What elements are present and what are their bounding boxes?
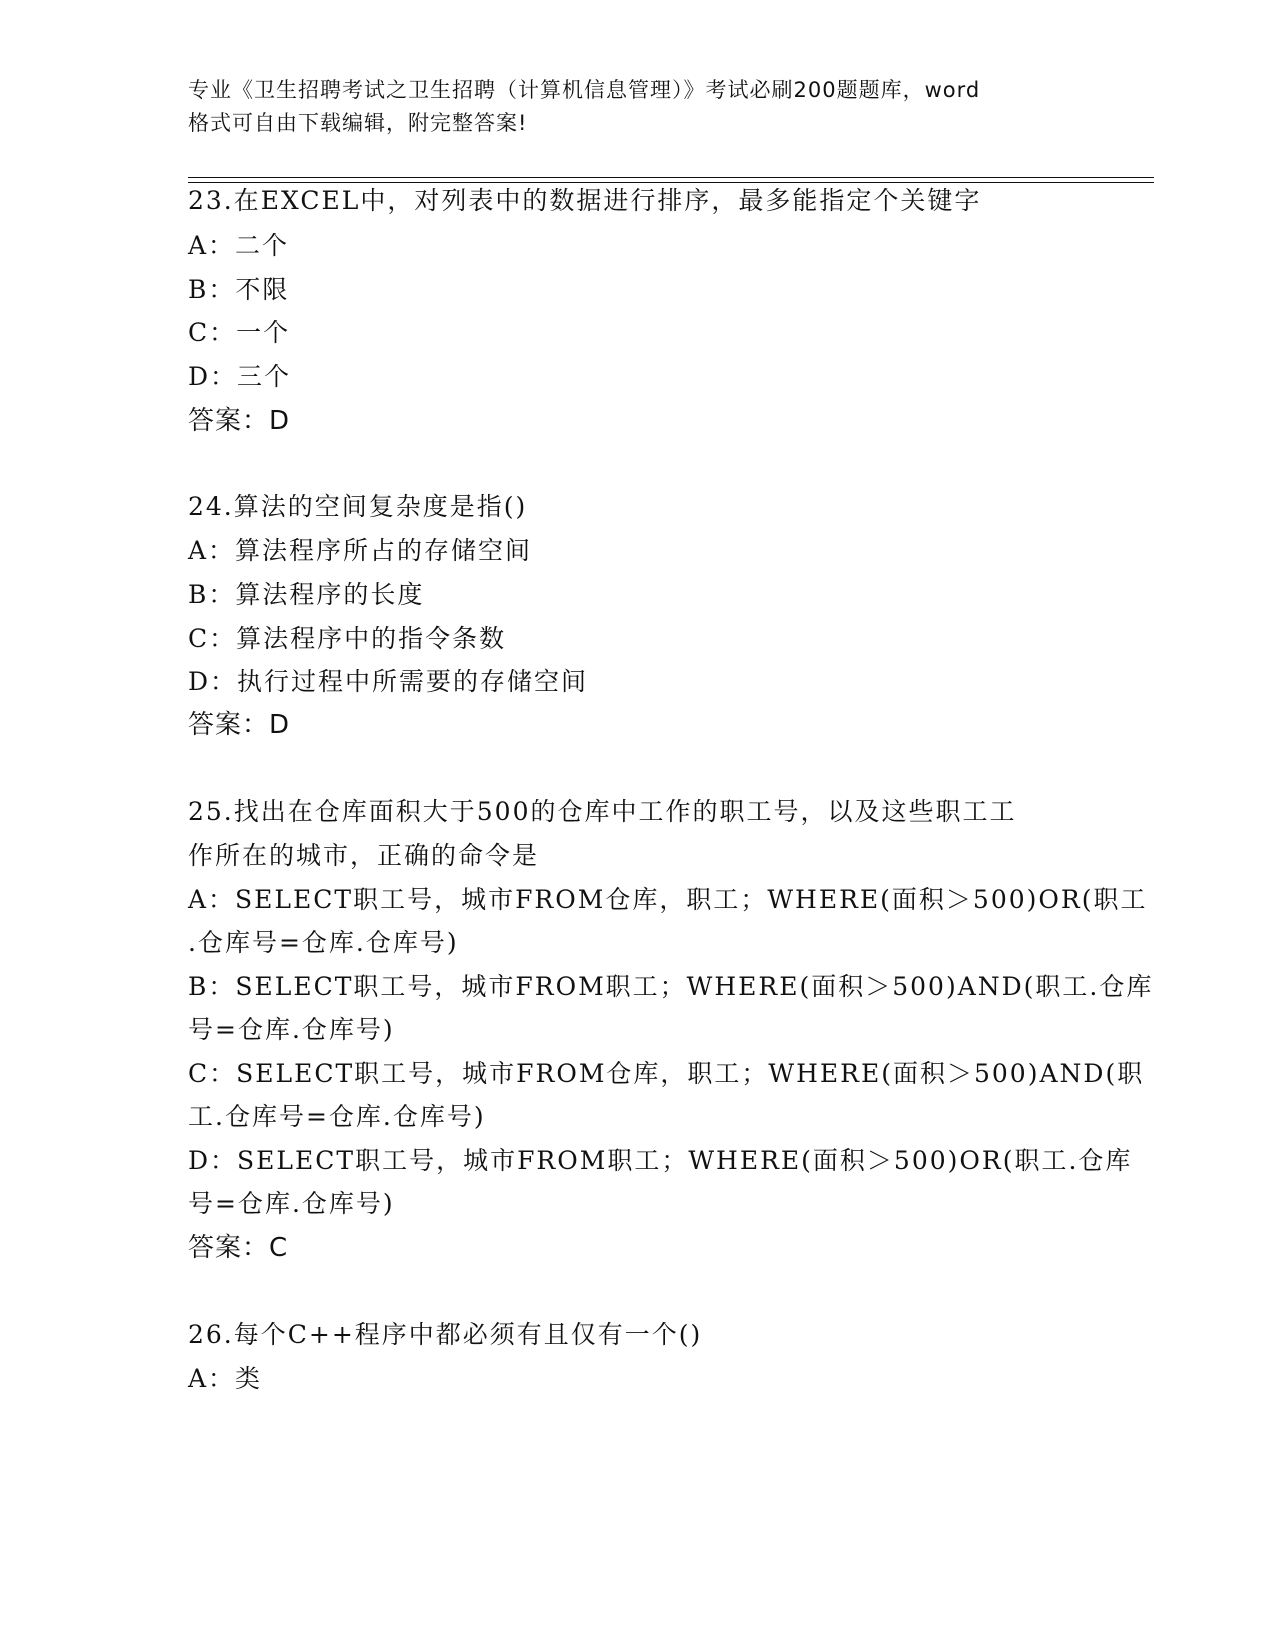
question-24-option-c: C：算法程序中的指令条数 bbox=[188, 624, 507, 653]
document-header bbox=[188, 74, 1088, 140]
question-25-option-b-line-1: B：SELECT职工号，城市FROM职工；WHERE(面积＞500)AND(职工.仓库 bbox=[188, 972, 1154, 1001]
question-25-option-c-line-2: 工.仓库号=仓库.仓库号) bbox=[188, 1102, 486, 1131]
question-25-stem-line-2: 作所在的城市，正确的命令是 bbox=[188, 841, 540, 870]
question-26-stem: 26.每个C++程序中都必须有且仅有一个() bbox=[188, 1320, 703, 1349]
question-24-option-d: D：执行过程中所需要的存储空间 bbox=[188, 667, 589, 696]
question-25-stem-line-1: 25.找出在仓库面积大于500的仓库中工作的职工号，以及这些职工工 bbox=[188, 797, 1017, 826]
header-divider-top bbox=[188, 177, 1154, 178]
question-23-option-d: D：三个 bbox=[188, 362, 292, 391]
question-26-option-a: A：类 bbox=[188, 1364, 263, 1393]
question-23-option-a: A：二个 bbox=[188, 231, 290, 260]
question-24-stem: 24.算法的空间复杂度是指() bbox=[188, 492, 528, 521]
question-23-option-b: B：不限 bbox=[188, 275, 290, 304]
question-25-option-a-line-2: .仓库号=仓库.仓库号) bbox=[188, 928, 459, 957]
question-25-answer: 答案：C bbox=[188, 1233, 289, 1263]
question-23-option-c: C：一个 bbox=[188, 318, 291, 347]
question-23-stem: 23.在EXCEL中，对列表中的数据进行排序，最多能指定个关键字 bbox=[188, 186, 982, 215]
header-line-2: 格式可自由下载编辑，附完整答案! bbox=[188, 111, 528, 135]
question-25-option-d-line-1: D：SELECT职工号，城市FROM职工；WHERE(面积＞500)OR(职工.仓库 bbox=[188, 1146, 1133, 1175]
question-25-option-a-line-1: A：SELECT职工号，城市FROM仓库，职工；WHERE(面积＞500)OR(职工 bbox=[188, 885, 1148, 914]
question-25-option-b-line-2: 号=仓库.仓库号) bbox=[188, 1015, 395, 1044]
question-24-option-a: A：算法程序所占的存储空间 bbox=[188, 536, 533, 565]
question-24-option-b: B：算法程序的长度 bbox=[188, 580, 425, 609]
question-24-answer: 答案：D bbox=[188, 710, 291, 740]
question-25-option-c-line-1: C：SELECT职工号，城市FROM仓库，职工；WHERE(面积＞500)AND(职 bbox=[188, 1059, 1145, 1088]
question-23-answer: 答案：D bbox=[188, 406, 291, 436]
header-divider-bottom bbox=[188, 182, 1154, 183]
header-line-1: 专业《卫生招聘考试之卫生招聘（计算机信息管理）》考试必刷200题题库，word bbox=[188, 78, 981, 102]
question-25-option-d-line-2: 号=仓库.仓库号) bbox=[188, 1189, 395, 1218]
